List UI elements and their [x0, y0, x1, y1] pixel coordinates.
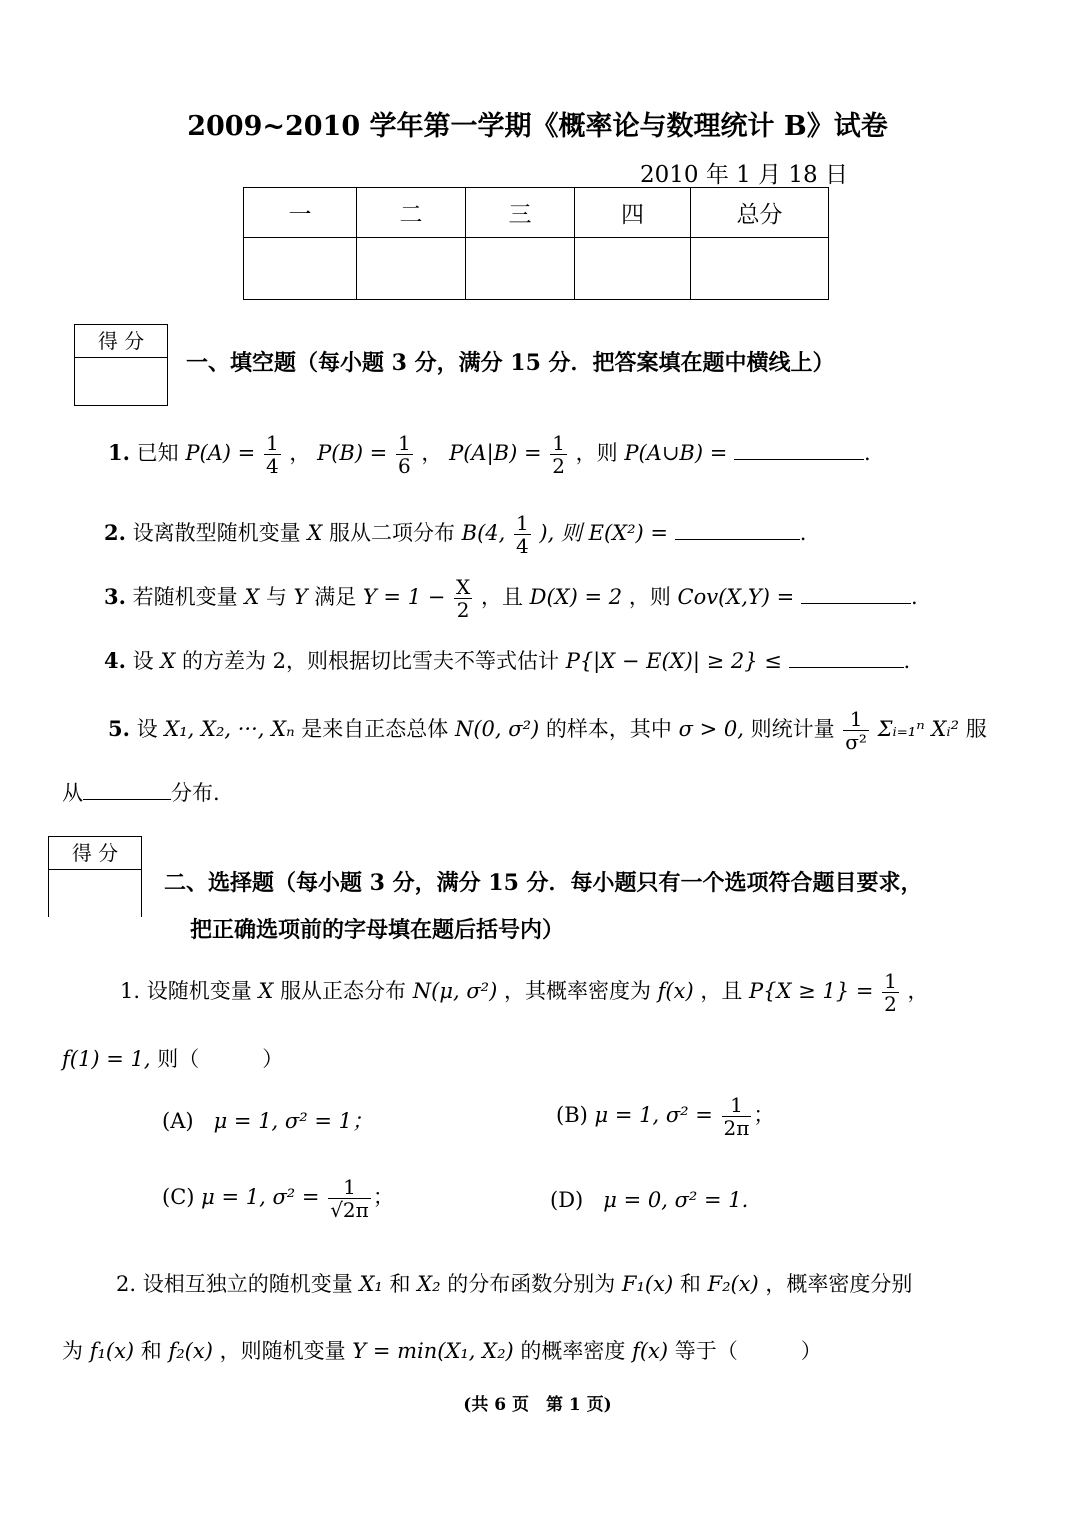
option-b[interactable]	[556, 1094, 774, 1139]
question-text: 和	[140, 1339, 162, 1363]
fraction-numerator: 1	[843, 708, 869, 731]
question-number: 1.	[108, 440, 130, 465]
math-variable: X	[258, 979, 274, 1003]
question-2-2-cont	[62, 1335, 822, 1365]
math-expression: f₂(x)	[168, 1339, 213, 1363]
question-1-5-cont	[62, 777, 220, 807]
question-number: 2.	[116, 1272, 137, 1296]
exam-date: 2010 年 1 月 18 日	[640, 162, 848, 188]
question-number: 1.	[120, 979, 141, 1003]
question-number: 3.	[104, 584, 126, 609]
answer-blank[interactable]	[675, 519, 800, 540]
question-text: ，	[907, 979, 929, 1003]
math-expression: N(μ, σ²)	[412, 979, 498, 1003]
score-cell-2[interactable]	[357, 238, 466, 300]
question-text: 设随机变量	[146, 979, 252, 1003]
math-variable: X	[244, 585, 260, 609]
math-expression: f(1) = 1,	[62, 1047, 151, 1071]
fraction-numerator: 1	[397, 431, 411, 455]
section1-score-box	[74, 324, 168, 406]
fraction	[396, 432, 413, 477]
question-text: 是来自正态总体	[301, 717, 449, 741]
math-expression: ), 则	[539, 521, 582, 545]
option-text: μ = 1, σ² =	[201, 1185, 320, 1209]
score-header-total: 总分	[691, 188, 829, 238]
exam-title: 2009~2010 学年第一学期《概率论与数理统计 B》试卷	[187, 111, 888, 142]
math-expression: Y = 1 −	[362, 585, 446, 609]
page-footer: (共 6 页 第 1 页)	[463, 1395, 612, 1415]
answer-blank[interactable]	[789, 647, 904, 668]
math-expression: D(X) = 2	[529, 585, 623, 609]
answer-blank[interactable]	[801, 583, 911, 604]
option-text: μ = 0, σ² = 1.	[603, 1188, 749, 1212]
score-header-2: 二	[357, 188, 466, 238]
math-expression: P(A|B) =	[449, 441, 542, 465]
option-a[interactable]	[162, 1105, 373, 1135]
question-2-1	[120, 970, 929, 1015]
question-text: 服从正态分布	[280, 979, 407, 1003]
fraction-numerator: 1	[516, 511, 529, 535]
question-text: 的概率密度	[520, 1339, 626, 1363]
punctuation: .	[903, 649, 911, 673]
question-1-2	[104, 512, 806, 557]
option-label: (B)	[556, 1103, 588, 1127]
fraction-numerator: 1	[328, 1176, 371, 1199]
math-expression: X₂	[417, 1272, 441, 1296]
question-number: 2.	[104, 520, 126, 545]
math-expression: f₁(x)	[89, 1339, 135, 1363]
option-text: μ = 1, σ² =	[594, 1103, 713, 1127]
math-expression: N(0, σ²)	[454, 717, 540, 741]
fraction-denominator: 4	[265, 454, 279, 478]
question-text: 若随机变量	[132, 585, 238, 609]
math-expression: Σᵢ₌₁ⁿ Xᵢ²	[877, 717, 959, 741]
option-text: μ = 1, σ² = 1；	[213, 1109, 373, 1133]
fraction-denominator: 2	[884, 992, 897, 1016]
math-variable: Y	[293, 585, 308, 609]
question-text: 服从二项分布	[328, 521, 455, 545]
punctuation: ；	[753, 1103, 775, 1127]
math-expression: E(X²) =	[588, 521, 669, 545]
answer-blank[interactable]	[83, 779, 171, 800]
punctuation: .	[799, 521, 807, 545]
fraction	[514, 512, 531, 557]
score-table	[243, 187, 829, 300]
math-expression: P{|X − E(X)| ≥ 2} ≤	[565, 649, 782, 673]
question-text: 分布.	[171, 781, 220, 805]
question-2-1-cont	[62, 1043, 283, 1073]
question-text: 的样本，其中	[545, 717, 672, 741]
fraction	[454, 576, 472, 621]
question-text: 则统计量	[750, 717, 835, 741]
math-expression: P(A) =	[185, 441, 256, 465]
score-header-4: 四	[575, 188, 691, 238]
math-expression: P{X ≥ 1} =	[749, 979, 874, 1003]
score-box-label: 得 分	[49, 837, 141, 870]
fraction-numerator: 1	[265, 431, 279, 455]
question-text: ，	[289, 441, 311, 465]
fraction	[882, 970, 899, 1015]
question-text: ，且	[700, 979, 743, 1003]
punctuation: ；	[372, 1185, 394, 1209]
fraction	[550, 432, 567, 477]
answer-blank[interactable]	[734, 439, 864, 460]
section2-heading-line2: 把正确选项前的字母填在题后括号内）	[190, 917, 565, 943]
option-label: (A)	[162, 1109, 194, 1133]
question-text: 的方差为 2，则根据切比雪夫不等式估计	[181, 649, 559, 673]
math-expression: B(4,	[461, 521, 506, 545]
question-text: ，则随机变量	[219, 1339, 346, 1363]
fraction-denominator: 2	[552, 454, 565, 478]
question-text: 已知	[136, 441, 179, 465]
question-text: 的分布函数分别为	[447, 1272, 616, 1296]
question-text: ，其概率密度为	[503, 979, 651, 1003]
score-cell-4[interactable]	[575, 238, 691, 300]
question-text: 设离散型随机变量	[132, 521, 301, 545]
fraction-denominator: √2π	[330, 1198, 369, 1222]
question-1-5	[108, 708, 987, 753]
question-text: ，且	[480, 585, 523, 609]
fraction	[264, 432, 281, 477]
section2-heading-line1: 二、选择题（每小题 3 分，满分 15 分．每小题只有一个选项符合题目要求，	[164, 870, 923, 896]
section2-score-box	[48, 836, 142, 917]
fraction-denominator: 4	[516, 534, 529, 558]
math-expression: P(B) =	[317, 441, 388, 465]
option-c[interactable]	[162, 1176, 394, 1221]
question-text: 设	[136, 717, 158, 741]
math-expression: X₁	[359, 1272, 383, 1296]
fraction	[843, 708, 869, 753]
question-1-1	[108, 432, 871, 477]
score-cell-total[interactable]	[691, 238, 829, 300]
score-cell-1[interactable]	[244, 238, 357, 300]
fraction-denominator: 2	[456, 598, 470, 622]
question-text: 和	[389, 1272, 411, 1296]
score-header-3: 三	[466, 188, 575, 238]
question-text: 设	[132, 649, 154, 673]
math-variable: X	[160, 649, 176, 673]
math-expression: P(A∪B) =	[624, 441, 728, 465]
question-text: 服	[965, 717, 987, 741]
math-expression: F₂(x)	[707, 1272, 759, 1296]
fraction-denominator: σ²	[845, 730, 867, 754]
math-expression: σ > 0,	[678, 717, 744, 741]
option-label: (D)	[550, 1188, 584, 1212]
fraction	[722, 1094, 752, 1139]
option-d[interactable]	[550, 1188, 748, 1212]
score-header-1: 一	[244, 188, 357, 238]
question-text: 为	[62, 1339, 83, 1363]
math-variable: X	[307, 521, 323, 545]
option-label: (C)	[162, 1185, 195, 1209]
score-cell-3[interactable]	[466, 238, 575, 300]
punctuation: .	[864, 441, 871, 465]
fraction-denominator: 6	[397, 454, 411, 478]
question-text: ，	[421, 441, 443, 465]
question-text: 满足	[314, 585, 357, 609]
question-text: 从	[62, 781, 83, 805]
question-1-4	[104, 645, 910, 675]
punctuation: .	[910, 585, 918, 609]
question-text: 则（ ）	[157, 1047, 284, 1071]
question-text: 等于（ ）	[674, 1339, 822, 1363]
fraction-numerator: 1	[884, 969, 897, 993]
question-number: 5.	[108, 716, 130, 741]
question-text: ，则	[628, 585, 671, 609]
score-box-label: 得 分	[75, 325, 167, 358]
question-text: ，则	[575, 441, 618, 465]
math-expression: f(x)	[657, 979, 694, 1003]
question-1-3	[104, 576, 918, 621]
question-text: ，概率密度分别	[765, 1272, 913, 1296]
math-expression: X₁, X₂, ···, Xₙ	[164, 717, 295, 741]
fraction-denominator: 2π	[723, 1116, 750, 1140]
fraction-numerator: 1	[722, 1094, 752, 1117]
math-expression: Cov(X,Y) =	[677, 585, 795, 609]
math-expression: F₁(x)	[621, 1272, 674, 1296]
math-expression: Y = min(X₁, X₂)	[352, 1339, 514, 1363]
fraction-numerator: X	[456, 575, 471, 599]
fraction	[328, 1176, 371, 1221]
question-text: 与	[265, 585, 287, 609]
fraction-numerator: 1	[552, 431, 565, 455]
section1-heading: 一、填空题（每小题 3 分，满分 15 分．把答案填在题中横线上）	[186, 350, 835, 376]
question-number: 4.	[104, 648, 126, 673]
question-text: 设相互独立的随机变量	[142, 1272, 353, 1296]
math-expression: f(x)	[632, 1339, 669, 1363]
question-text: 和	[679, 1272, 701, 1296]
question-2-2	[116, 1268, 912, 1298]
